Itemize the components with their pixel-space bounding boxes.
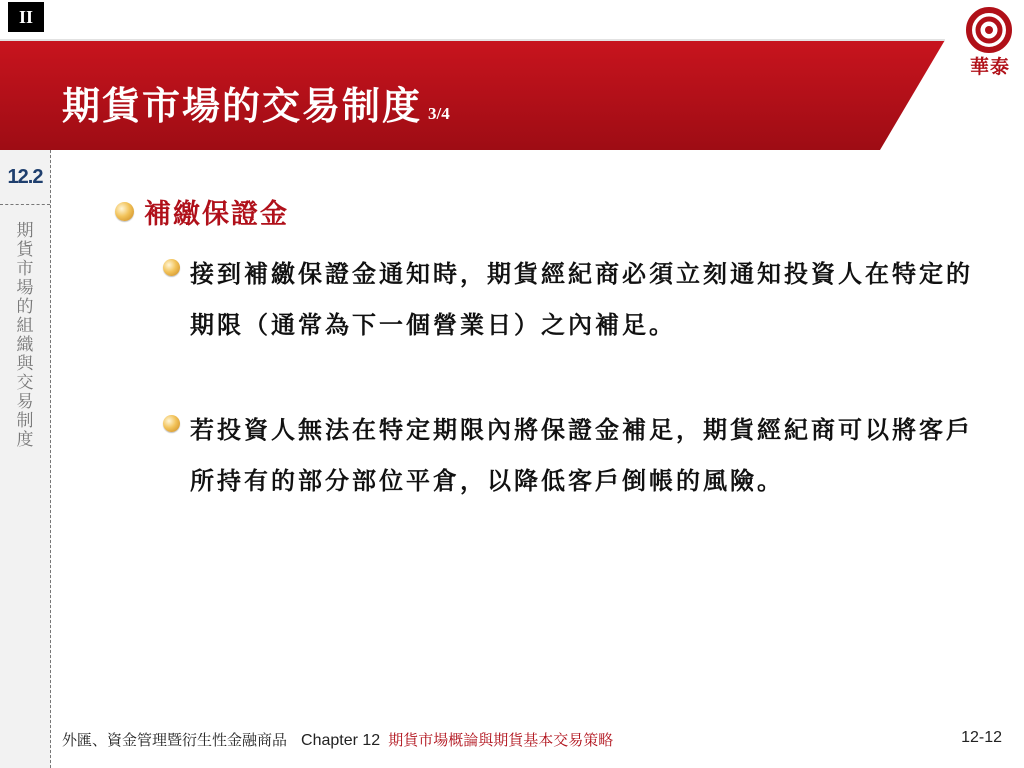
- page-title: [62, 75, 450, 130]
- section-divider: [0, 204, 50, 205]
- bullet-icon: [163, 415, 180, 432]
- bullet-icon: [115, 202, 134, 221]
- page-title-text: 期貨市場的交易制度: [62, 83, 423, 128]
- brand-name: 華泰: [969, 56, 1010, 78]
- footer-page-number: 12-12: [961, 729, 1002, 746]
- list-item-text: 接到補繳保證金通知時，期貨經紀商必須立刻通知投資人在特定的期限（通常為下一個營業日）之內補足。: [190, 259, 973, 339]
- list-item-text: 若投資人無法在特定期限內將保證金補足，期貨經紀商可以將客戶所持有的部分部位平倉，以降低客戶倒帳的風險。: [190, 415, 973, 495]
- page-indicator: 3/4: [428, 104, 450, 123]
- sidebar: [0, 150, 51, 768]
- brand-logo-icon: [960, 6, 1018, 56]
- footer-chapter: Chapter 12: [301, 732, 381, 749]
- footer-chapter-title: 期貨市場概論與期貨基本交易策略: [388, 731, 614, 749]
- footer-course-name: 外匯、資金管理暨衍生性金融商品: [62, 731, 288, 749]
- footer: [62, 729, 1002, 751]
- section-number: 12.2: [7, 166, 43, 188]
- heading-text: 補繳保證金: [144, 199, 289, 230]
- list-item: [163, 404, 973, 506]
- bullet-icon: [163, 259, 180, 276]
- bullet-heading: [115, 192, 289, 231]
- part-badge: II: [8, 2, 44, 32]
- section-title: 期貨市場的組織與交易制度: [16, 221, 34, 450]
- list-item: [163, 248, 973, 350]
